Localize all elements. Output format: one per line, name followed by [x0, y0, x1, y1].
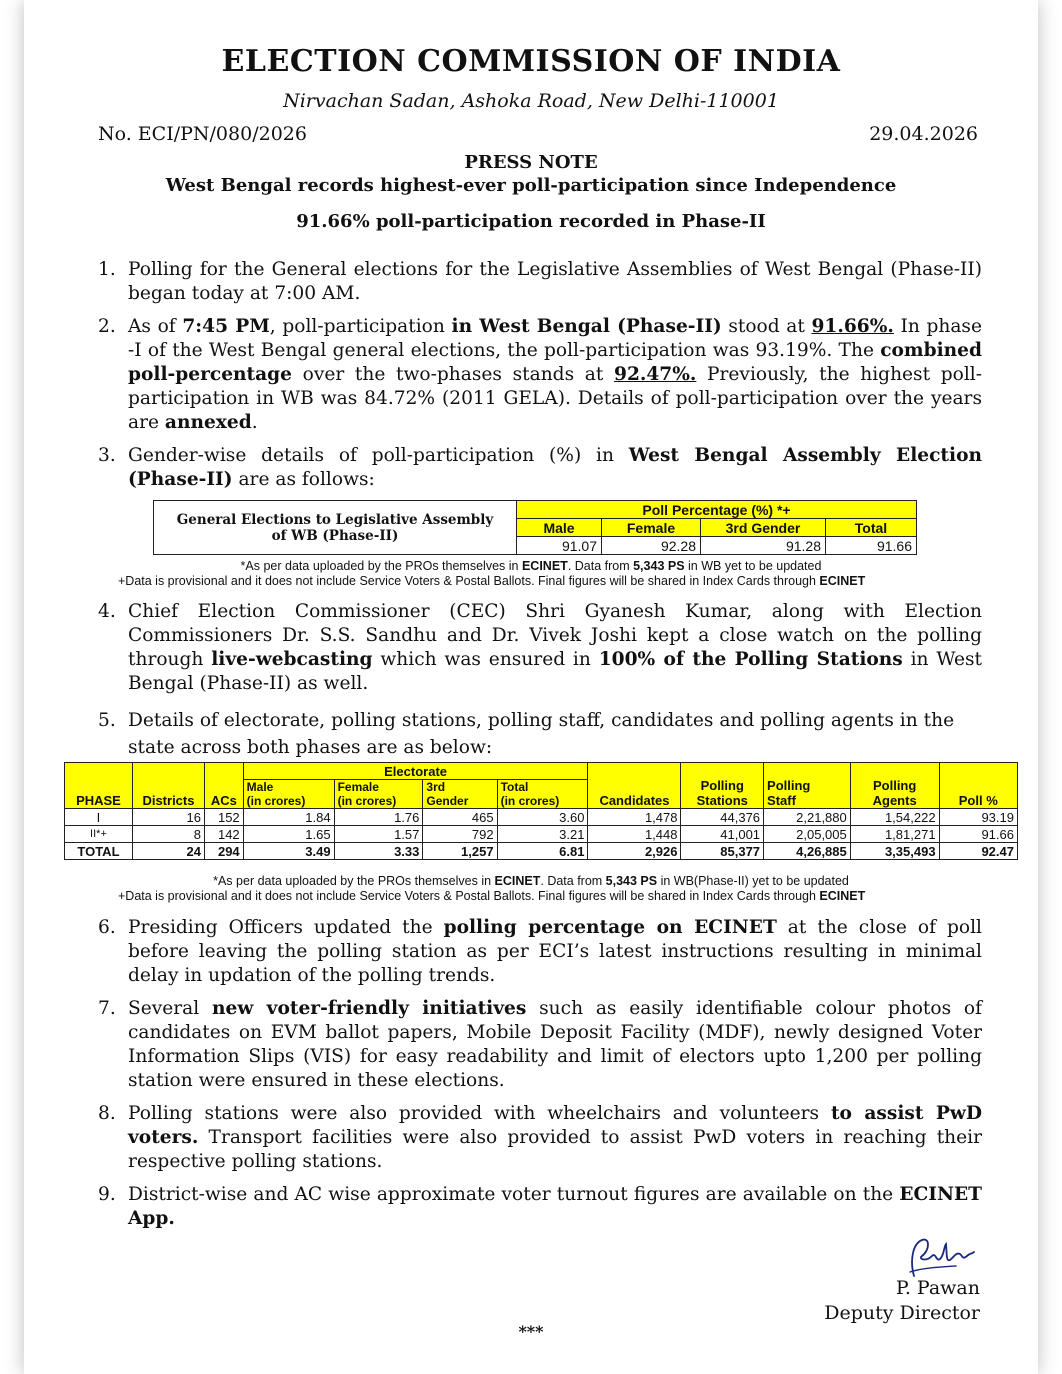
details-table-footnote-2: +Data is provisional and it does not include Service Voters & Postal Ballots. Final figures will be shared in Index Cards through ECINET	[118, 889, 866, 903]
paragraph-number: 7.	[98, 998, 116, 1019]
paragraph-number: 6.	[98, 917, 116, 938]
paragraph-text: Details of electorate, polling stations, polling staff, candidates and polling agents in the state across both phases are as below:	[128, 710, 955, 758]
header-male: Male (in crores)	[243, 780, 334, 809]
paragraph-7	[98, 997, 982, 1093]
header-electorate: Electorate	[243, 763, 588, 780]
table-row: I 16 152 1.84 1.76 465 3.60 1,478 44,376 2,21,880 1,54,222 93.19	[65, 809, 1018, 826]
paragraph-text: Presiding Officers updated the polling percentage on ECINET at the close of poll before leaving the polling station as per ECI’s latest instructions resulting in minimal delay in updation of the polling trends.	[128, 917, 982, 986]
gender-table-wrap	[153, 500, 917, 555]
value-female: 92.28	[602, 537, 701, 555]
subheadline: 91.66% poll-participation recorded in Phase-II	[296, 211, 766, 232]
paragraph-number: 1.	[98, 259, 116, 280]
paragraph-number: 8.	[98, 1103, 116, 1124]
paragraph-number: 3.	[98, 445, 116, 466]
electorate-details-table	[64, 762, 1018, 860]
headline: West Bengal records highest-ever poll-participation since Independence	[165, 175, 897, 196]
gender-wise-table	[153, 500, 917, 555]
paragraph-5	[98, 707, 982, 761]
col-male: Male	[517, 519, 602, 537]
paragraph-number: 9.	[98, 1184, 116, 1205]
value-male: 91.07	[517, 537, 602, 555]
paragraph-6	[98, 916, 982, 988]
header-polling-stations: Polling Stations	[681, 763, 764, 809]
gender-table-label: General Elections to Legislative Assembly of WB (Phase-II)	[154, 501, 517, 555]
paragraph-2	[98, 315, 982, 435]
value-total: 91.66	[826, 537, 917, 555]
paragraph-text: Polling stations were also provided with wheelchairs and volunteers to assist PwD voters. Transport facilities were also provided to assist PwD voters in reaching their respective polling stations.	[128, 1103, 982, 1172]
paragraph-1	[98, 258, 982, 306]
header-total: Total (in crores)	[497, 780, 588, 809]
col-female: Female	[602, 519, 701, 537]
paragraph-9	[98, 1183, 982, 1231]
signatory-name: P. Pawan	[895, 1277, 980, 1299]
paragraph-text: Polling for the General elections for the Legislative Assemblies of West Bengal (Phase-II) began today at 7:00 AM.	[128, 259, 982, 304]
paragraph-number: 2.	[98, 316, 116, 337]
col-third-gender: 3rd Gender	[701, 519, 826, 537]
header-candidates: Candidates	[588, 763, 681, 809]
value-third-gender: 91.28	[701, 537, 826, 555]
paragraph-text: As of 7:45 PM, poll-participation in West Bengal (Phase-II) stood at 91.66%. In phase -I of the West Bengal general elections, the poll-participation was 93.19%. The combined poll-percentage over the two-phases stands at 92.47%. Previously, the highest poll-participation in WB was 84.72% (2011 GELA). Details of poll-participation over the years are annexed.	[128, 316, 983, 433]
poll-percentage-header: Poll Percentage (%) *+	[517, 501, 917, 519]
paragraph-text: Gender-wise details of poll-participation (%) in West Bengal Assembly Election (Phase-II) are as follows:	[128, 445, 983, 490]
header-phase: PHASE	[65, 763, 133, 809]
paragraph-3	[98, 444, 982, 492]
header-female: Female (in crores)	[334, 780, 423, 809]
handwritten-signature-icon	[900, 1232, 980, 1282]
details-table-wrap	[64, 762, 1018, 860]
details-table-footnote-1: *As per data uploaded by the PROs themselves in ECINET. Data from 5,343 PS in WB(Phase-II) yet to be updated	[213, 874, 849, 888]
header-third-gender: 3rd Gender	[423, 780, 497, 809]
table-row: II*+ 8 142 1.65 1.57 792 3.21 1,448 41,001 2,05,005 1,81,271 91.66	[65, 826, 1018, 843]
header-polling-staff: Polling Staff	[764, 763, 851, 809]
header-districts: Districts	[132, 763, 204, 809]
header-polling-agents: Polling Agents	[850, 763, 939, 809]
paragraph-text: Several new voter-friendly initiatives such as easily identifiable colour photos of candidates on EVM ballot papers, Mobile Deposit Facility (MDF), newly designed Voter Information Slips (VIS) for easy readability and limit of electors upto 1,200 per polling station were ensured in these elections.	[128, 998, 982, 1091]
signatory-designation: Deputy Director	[824, 1302, 980, 1324]
doc-type-heading: PRESS NOTE	[464, 152, 598, 173]
press-note-date: 29.04.2026	[869, 123, 978, 145]
org-address: Nirvachan Sadan, Ashoka Road, New Delhi-110001	[283, 90, 779, 112]
paragraph-8	[98, 1102, 982, 1174]
col-total: Total	[826, 519, 917, 537]
paragraph-text: District-wise and AC wise approximate voter turnout figures are available on the ECINET App.	[128, 1184, 982, 1229]
gender-table-footnote-1: *As per data uploaded by the PROs themselves in ECINET. Data from 5,343 PS in WB yet to be updated	[240, 559, 822, 573]
paragraph-number: 4.	[98, 601, 116, 622]
table-row-total: TOTAL 24 294 3.49 3.33 1,257 6.81 2,926 85,377 4,26,885 3,35,493 92.47	[65, 843, 1018, 860]
paragraph-4	[98, 600, 982, 696]
org-title: ELECTION COMMISSION OF INDIA	[221, 44, 841, 79]
paragraph-number: 5.	[98, 710, 116, 731]
header-acs: ACs	[205, 763, 244, 809]
end-mark: ***	[518, 1322, 544, 1341]
gender-table-footnote-2: +Data is provisional and it does not include Service Voters & Postal Ballots. Final figures will be shared in Index Cards through ECINET	[118, 574, 866, 588]
header-poll-percent: Poll %	[939, 763, 1017, 809]
paragraph-text: Chief Election Commissioner (CEC) Shri Gyanesh Kumar, along with Election Commissioners Dr. S.S. Sandhu and Dr. Vivek Joshi kept a close watch on the polling through live-webcasting which was ensured in 100% of the Polling Stations in West Bengal (Phase-II) as well.	[128, 601, 982, 694]
reference-number: No. ECI/PN/080/2026	[98, 123, 307, 145]
